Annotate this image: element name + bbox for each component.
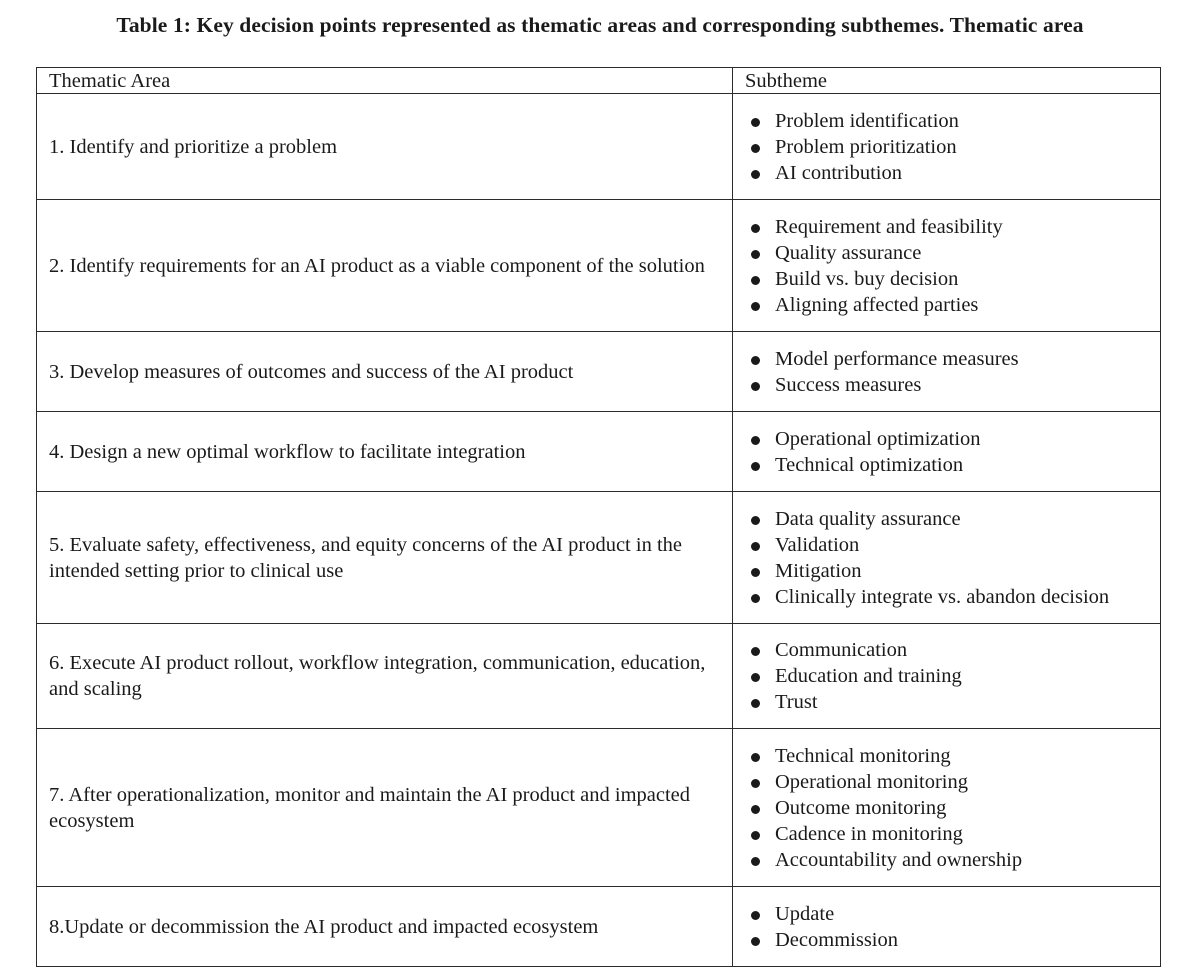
thematic-area-cell: 4. Design a new optimal workflow to facilitate integration [37,412,733,492]
subtheme-cell [733,200,1161,332]
subtheme-item: Operational optimization [745,426,1152,452]
subtheme-cell [733,492,1161,624]
thematic-area-cell: 2. Identify requirements for an AI product as a viable component of the solution [37,200,733,332]
table-header-row [37,68,1161,94]
table-row [37,200,1161,332]
thematic-area-cell: 5. Evaluate safety, effectiveness, and equity concerns of the AI product in the intended setting prior to clinical use [37,492,733,624]
subtheme-item: Model performance measures [745,346,1152,372]
subtheme-cell [733,729,1161,887]
subtheme-cell [733,887,1161,967]
thematic-areas-table [36,67,1161,967]
table-row [37,332,1161,412]
subtheme-item: Data quality assurance [745,506,1152,532]
subtheme-item: AI contribution [745,160,1152,186]
subtheme-list [745,901,1152,953]
subtheme-item: Outcome monitoring [745,795,1152,821]
subtheme-cell [733,94,1161,200]
subtheme-item: Operational monitoring [745,769,1152,795]
thematic-area-cell: 1. Identify and prioritize a problem [37,94,733,200]
subtheme-item: Mitigation [745,558,1152,584]
thematic-area-cell: 3. Develop measures of outcomes and success of the AI product [37,332,733,412]
subtheme-item: Success measures [745,372,1152,398]
subtheme-list [745,743,1152,873]
subtheme-list [745,346,1152,398]
thematic-area-cell: 7. After operationalization, monitor and maintain the AI product and impacted ecosystem [37,729,733,887]
subtheme-item: Decommission [745,927,1152,953]
subtheme-list [745,214,1152,318]
thematic-area-cell: 6. Execute AI product rollout, workflow integration, communication, education, and scaling [37,624,733,729]
subtheme-item: Build vs. buy decision [745,266,1152,292]
subtheme-list [745,108,1152,186]
subtheme-cell [733,624,1161,729]
subtheme-item: Requirement and feasibility [745,214,1152,240]
subtheme-cell [733,412,1161,492]
subtheme-item: Accountability and ownership [745,847,1152,873]
subtheme-item: Quality assurance [745,240,1152,266]
subtheme-item: Clinically integrate vs. abandon decision [745,584,1152,610]
subtheme-item: Technical monitoring [745,743,1152,769]
subtheme-item: Update [745,901,1152,927]
subtheme-item: Aligning affected parties [745,292,1152,318]
subtheme-list [745,426,1152,478]
subtheme-list [745,506,1152,610]
subtheme-item: Validation [745,532,1152,558]
subtheme-item: Technical optimization [745,452,1152,478]
subtheme-item: Communication [745,637,1152,663]
table-row [37,624,1161,729]
table-caption: Table 1: Key decision points represented as thematic areas and corresponding subthemes. Thematic area [116,13,1084,37]
subtheme-list [745,637,1152,715]
thematic-area-cell: 8.Update or decommission the AI product and impacted ecosystem [37,887,733,967]
table-row [37,887,1161,967]
subtheme-item: Problem prioritization [745,134,1152,160]
subtheme-item: Cadence in monitoring [745,821,1152,847]
table-row [37,492,1161,624]
subtheme-item: Education and training [745,663,1152,689]
table-row [37,94,1161,200]
header-thematic-area: Thematic Area [37,68,733,94]
table-row [37,729,1161,887]
subtheme-cell [733,332,1161,412]
header-subtheme: Subtheme [733,68,1161,94]
table-row [37,412,1161,492]
subtheme-item: Trust [745,689,1152,715]
subtheme-item: Problem identification [745,108,1152,134]
